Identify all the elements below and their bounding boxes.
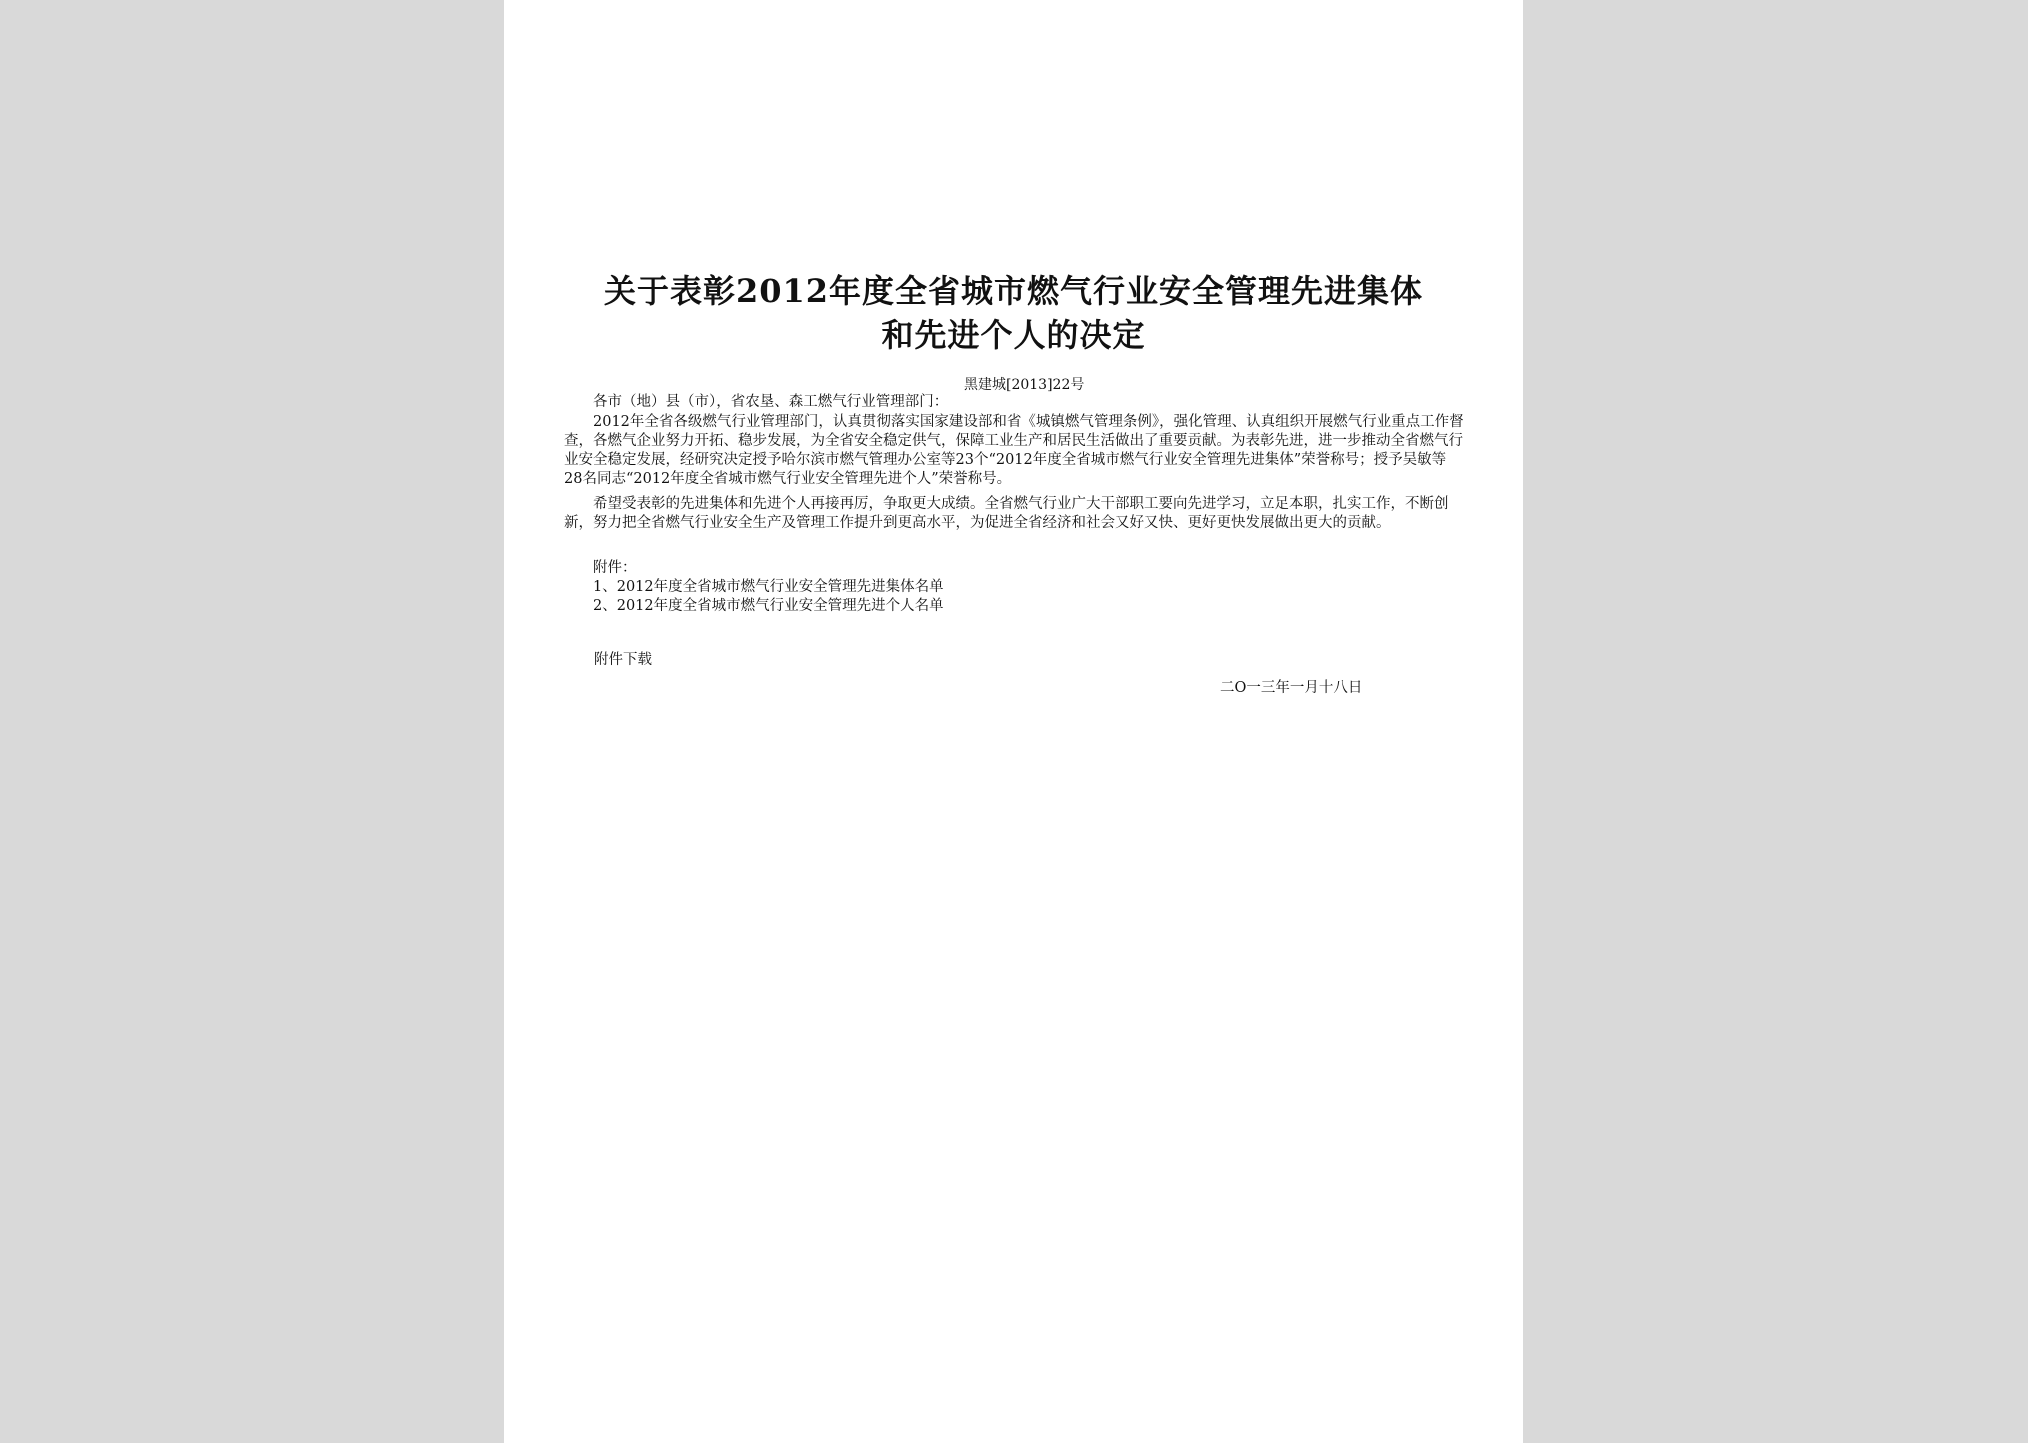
- document-title-line-1: 关于表彰2012年度全省城市燃气行业安全管理先进集体: [603, 272, 1424, 310]
- attachments-label: 附件：: [593, 560, 637, 576]
- document-title-line-2: 和先进个人的决定: [881, 316, 1146, 354]
- attachment-download-link[interactable]: 附件下载: [594, 652, 652, 668]
- attachment-item: 2、2012年度全省城市燃气行业安全管理先进个人名单: [593, 598, 944, 614]
- document-number: 黑建城[2013]22号: [964, 377, 1085, 393]
- paragraph-text: 希望受表彰的先进集体和先进个人再接再厉，争取更大成绩。全省燃气行业广大干部职工要向先进学习，立足本职，扎实工作，不断创新，努力把全省燃气行业安全生产及管理工作提升到更高水平，为促进全省经济和社会又好又快、更好更快发展做出更大的贡献。: [564, 496, 1449, 531]
- body-paragraph-2: [564, 495, 1464, 533]
- attachment-item: 1、2012年度全省城市燃气行业安全管理先进集体名单: [593, 579, 944, 595]
- document-page: [504, 0, 1523, 1443]
- attachments-section: [564, 559, 1464, 616]
- addressee-text: 各市（地）县（市），省农垦、森工燃气行业管理部门：: [593, 394, 949, 410]
- paragraph-text: 2012年全省各级燃气行业管理部门，认真贯彻落实国家建设部和省《城镇燃气管理条例》，强化管理、认真组织开展燃气行业重点工作督查，各燃气企业努力开拓、稳步发展，为全省安全稳定供气，保障工业生产和居民生活做出了重要贡献。为表彰先进，进一步推动全省燃气行业安全稳定发展，经研究决定授予哈尔滨市燃气管理办公室等23个“2012年度全省城市燃气行业安全管理先进集体”荣誉称号；授予吴敏等28名同志“2012年度全省城市燃气行业安全管理先进个人”荣誉称号。: [564, 414, 1464, 487]
- addressee: [564, 393, 1464, 412]
- body-paragraph-1: [564, 413, 1464, 489]
- document-date: 二O一三年一月十八日: [1220, 680, 1363, 696]
